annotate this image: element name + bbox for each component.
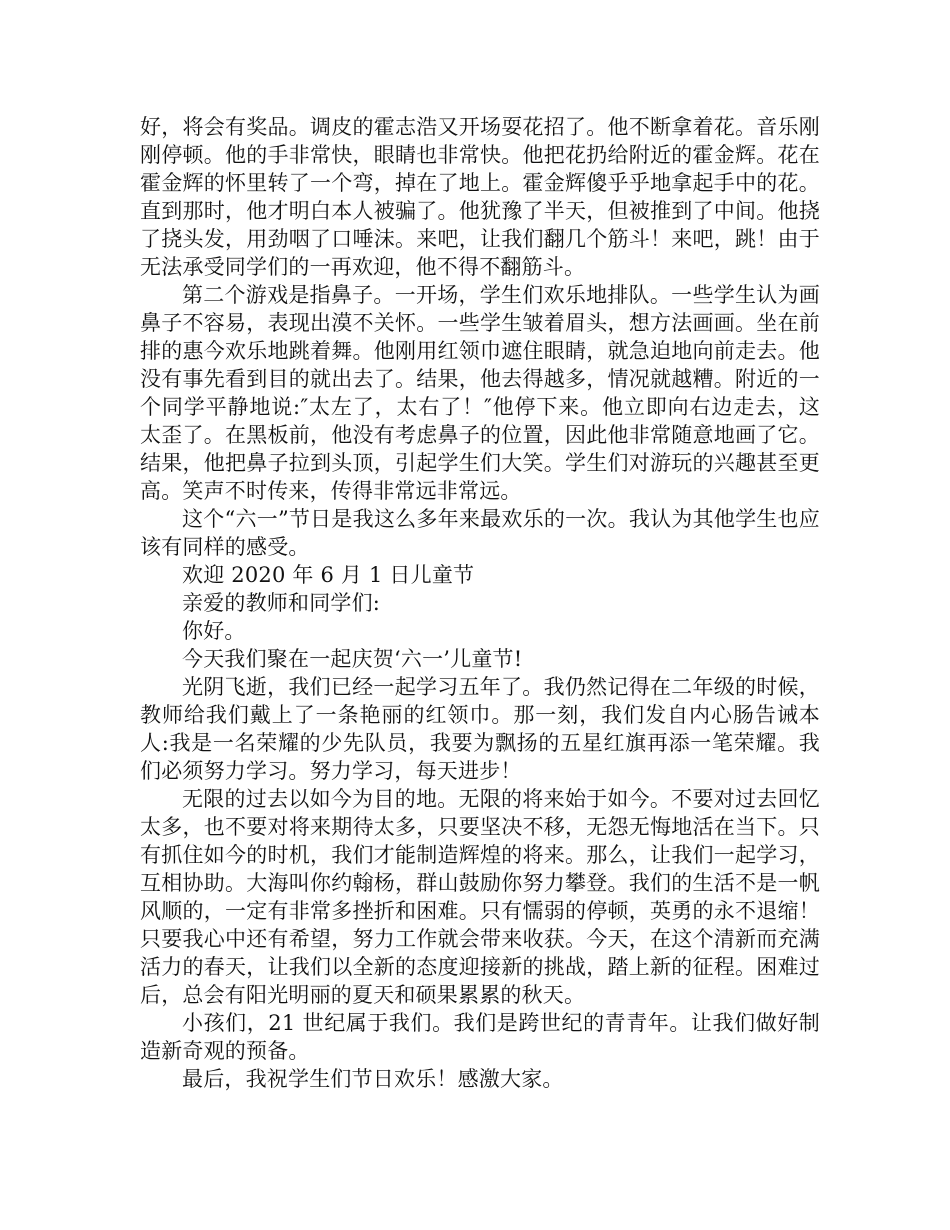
paragraph-2: 第二个游戏是指鼻子。一开场，学生们欢乐地排队。一些学生认为画鼻子不容易，表现出漠不关怀。一些学生皱着眉头，想方法画画。坐在前排的惠今欢乐地跳着舞。他刚用红领巾遮住眼睛，就急迫地向前走去。他没有事先看到目的就出去了。结果，他去得越多，情况就越糟。附近的一个同学平静地说:″太左了，太右了！″他停下来。他立即向右边走去，这太歪了。在黑板前，他没有考虑鼻子的位置，因此他非常随意地画了它。结果，他把鼻子拉到头顶，引起学生们大笑。学生们对游玩的兴趣甚至更高。笑声不时传来，传得非常远非常远。 [140, 283, 820, 503]
document-page [140, 113, 820, 1093]
paragraph-7: 今天我们聚在一起庆贺‘六一’儿童节! [182, 647, 523, 671]
closing-line: 最后，我祝学生们节日欢乐！感激大家。 [182, 1067, 564, 1091]
paragraph-9: 无限的过去以如今为目的地。无限的将来始于如今。不要对过去回忆太多，也不要对将来期待太多，只要坚决不移，无怨无悔地活在当下。只有抓住如今的时机，我们才能制造辉煌的将来。那么，让我们一起学习，互相协助。大海叫你约翰杨，群山鼓励你努力攀登。我们的生活不是一帆风顺的，一定有非常多挫折和困难。只有懦弱的停顿，英勇的永不退缩！只要我心中还有希望，努力工作就会带来收获。今天，在这个清新而充满活力的春天，让我们以全新的态度迎接新的挑战，踏上新的征程。困难过后，总会有阳光明丽的夏天和硕果累累的秋天。 [140, 787, 820, 1007]
speech-title: 欢迎 2020 年 6 月 1 日儿童节 [182, 563, 475, 587]
paragraph-8: 光阴飞逝，我们已经一起学习五年了。我仍然记得在二年级的时候，教师给我们戴上了一条艳丽的红领巾。那一刻，我们发自内心肠告诫本人:我是一名荣耀的少先队员，我要为飘扬的五星红旗再添一笔荣耀。我们必须努力学习。努力学习，每天进步！ [140, 675, 820, 783]
paragraph-1: 好，将会有奖品。调皮的霍志浩又开场耍花招了。他不断拿着花。音乐刚刚停顿。他的手非常快，眼睛也非常快。他把花扔给附近的霍金辉。花在霍金辉的怀里转了一个弯，掉在了地上。霍金辉傻乎乎地拿起手中的花。直到那时，他才明白本人被骗了。他犹豫了半天，但被推到了中间。他挠了挠头发，用劲咽了口唾沫。来吧，让我们翻几个筋斗！来吧，跳！由于无法承受同学们的一再欢迎，他不得不翻筋斗。 [140, 115, 820, 279]
paragraph-3: 这个“六一”节日是我这么多年来最欢乐的一次。我认为其他学生也应该有同样的感受。 [140, 507, 820, 559]
paragraph-10: 小孩们，21 世纪属于我们。我们是跨世纪的青青年。让我们做好制造新奇观的预备。 [140, 1011, 820, 1063]
speech-salutation: 亲爱的教师和同学们: [182, 591, 381, 615]
speech-greeting: 你好。 [182, 619, 246, 643]
